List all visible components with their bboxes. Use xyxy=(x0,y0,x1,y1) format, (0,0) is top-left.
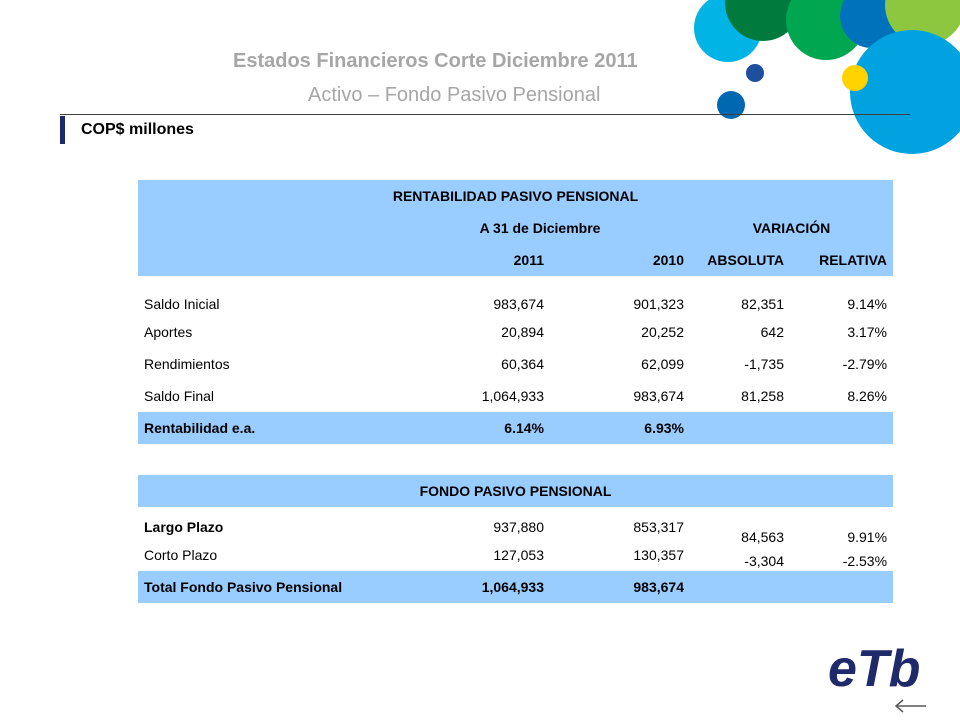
fondo-table xyxy=(138,475,893,603)
table-row xyxy=(138,380,893,412)
circle-small-navy xyxy=(746,64,764,82)
back-arrow-icon[interactable] xyxy=(894,698,928,714)
row-2010: 983,674 xyxy=(633,388,684,404)
table-title-row xyxy=(138,180,893,212)
unit-accent-bar xyxy=(60,116,65,144)
etb-logo xyxy=(826,636,921,698)
col-2010-header: 2010 xyxy=(550,244,690,276)
row-label: Saldo Inicial xyxy=(144,296,220,312)
row-rel: -2.79% xyxy=(842,356,888,372)
row-label: Saldo Final xyxy=(144,388,215,404)
rentabilidad-title: RENTABILIDAD PASIVO PENSIONAL xyxy=(138,180,893,212)
row-label: Largo Plazo xyxy=(144,519,224,535)
total-label: Total Fondo Pasivo Pensional xyxy=(138,571,390,603)
row-2011: 1,064,933 xyxy=(481,388,544,404)
logo-text: eTb xyxy=(828,640,921,698)
row-label: Corto Plazo xyxy=(144,547,218,563)
rent-label: Rentabilidad e.a. xyxy=(138,412,390,444)
row-abs: -3,304 xyxy=(744,553,784,569)
rentabilidad-row xyxy=(138,412,893,444)
row-2010: 901,323 xyxy=(633,296,684,312)
col-abs-header: ABSOLUTA xyxy=(690,244,790,276)
total-2010: 983,674 xyxy=(550,571,690,603)
group-variation-header: VARIACIÓN xyxy=(690,212,893,244)
row-label: Aportes xyxy=(144,324,193,340)
row-2010: 130,357 xyxy=(633,547,684,563)
row-label: Rendimientos xyxy=(144,356,230,372)
column-header-row xyxy=(138,244,893,276)
row-rel: 9.14% xyxy=(847,296,888,312)
row-2010: 20,252 xyxy=(641,324,684,340)
table-row xyxy=(138,348,893,380)
group-dates-header: A 31 de Diciembre xyxy=(390,212,690,244)
circle-bigcyan xyxy=(850,30,960,154)
circle-yellow xyxy=(842,65,868,91)
row-abs: -1,735 xyxy=(744,356,784,372)
row-rel: 9.91% xyxy=(847,529,888,545)
rentabilidad-table xyxy=(138,180,893,444)
fondo-title: FONDO PASIVO PENSIONAL xyxy=(138,475,893,507)
row-abs: 642 xyxy=(760,324,784,340)
row-2011: 983,674 xyxy=(493,296,544,312)
rent-2011: 6.14% xyxy=(390,412,550,444)
table-row xyxy=(138,276,893,316)
header-divider xyxy=(60,114,910,115)
table-row xyxy=(138,507,893,539)
row-2011: 20,894 xyxy=(501,324,544,340)
row-2011: 937,880 xyxy=(493,519,544,535)
row-2011: 127,053 xyxy=(493,547,544,563)
page-title: Estados Financieros Corte Diciembre 2011 xyxy=(233,50,638,72)
group-header-row xyxy=(138,212,893,244)
page-subtitle: Activo – Fondo Pasivo Pensional xyxy=(308,84,601,106)
rent-2010: 6.93% xyxy=(550,412,690,444)
row-abs: 82,351 xyxy=(741,296,784,312)
table-row xyxy=(138,316,893,348)
col-2011-header: 2011 xyxy=(390,244,550,276)
row-2010: 853,317 xyxy=(633,519,684,535)
unit-label: COP$ millones xyxy=(81,121,194,138)
col-rel-header: RELATIVA xyxy=(790,244,893,276)
row-abs: 84,563 xyxy=(741,529,784,545)
row-rel: 3.17% xyxy=(847,324,888,340)
row-2011: 60,364 xyxy=(501,356,544,372)
table-title-row xyxy=(138,475,893,507)
row-rel: -2.53% xyxy=(842,553,888,569)
total-2011: 1,064,933 xyxy=(390,571,550,603)
row-abs: 81,258 xyxy=(741,388,784,404)
row-rel: 8.26% xyxy=(847,388,888,404)
row-2010: 62,099 xyxy=(641,356,684,372)
